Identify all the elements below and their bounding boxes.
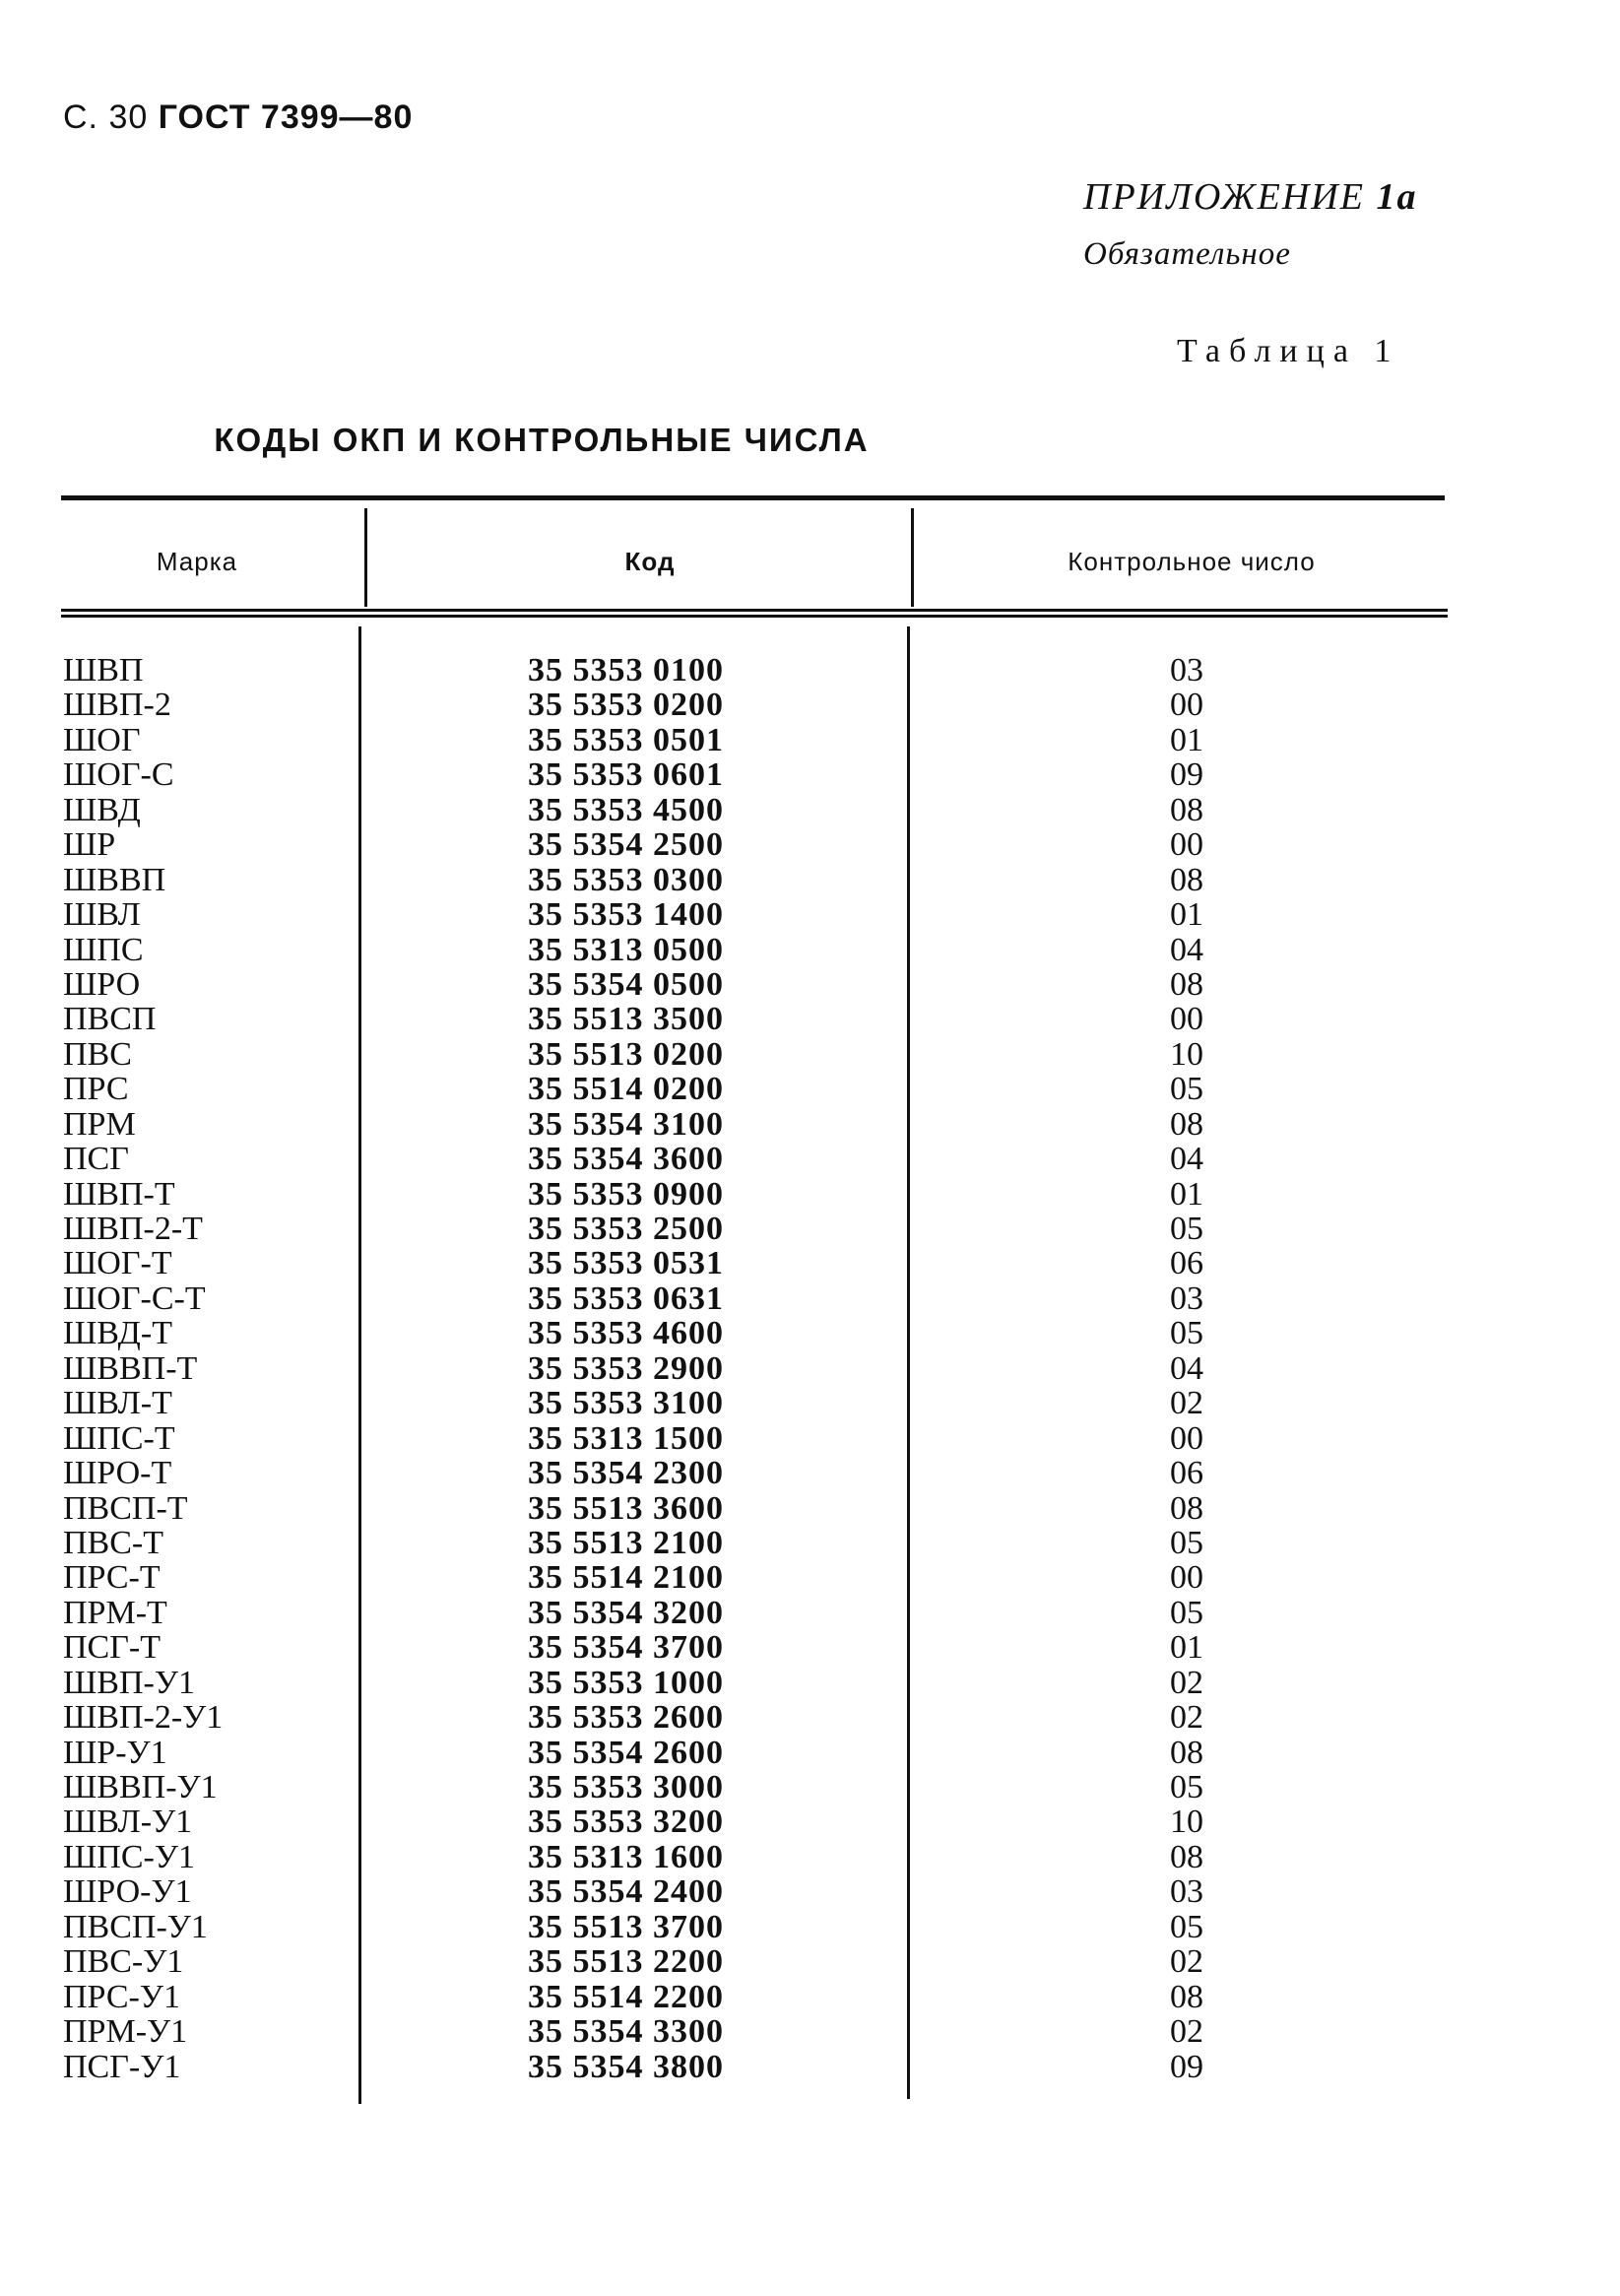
- cell-code: 35 5313 1600: [528, 1838, 724, 1875]
- cell-code: 35 5313 0500: [528, 931, 724, 968]
- cell-mark: ПСГ: [63, 1141, 129, 1178]
- header-divider-1: [364, 508, 367, 607]
- header-bottom-rule: [61, 609, 1448, 612]
- cell-code: 35 5354 2400: [528, 1873, 724, 1911]
- cell-code: 35 5353 2600: [528, 1699, 724, 1737]
- table-row: [0, 1107, 1620, 1142]
- cell-mark: ШРО-Т: [63, 1455, 172, 1492]
- cell-mark: ШВП-2: [63, 687, 171, 724]
- cell-code: 35 5353 0100: [528, 652, 724, 689]
- table-row: [0, 1351, 1620, 1386]
- cell-code: 35 5353 3100: [528, 1385, 724, 1422]
- cell-mark: ШВВП-У1: [63, 1769, 218, 1805]
- table-row: [0, 1736, 1620, 1770]
- cell-control: 10: [1170, 1804, 1203, 1841]
- cell-control: 01: [1170, 1629, 1203, 1667]
- cell-code: 35 5513 3700: [528, 1908, 724, 1945]
- cell-control: 06: [1170, 1455, 1203, 1492]
- cell-mark: ПВС-У1: [63, 1943, 184, 1981]
- column-header-code: Код: [624, 547, 676, 576]
- cell-mark: ШВП: [63, 652, 144, 689]
- table-row: [0, 863, 1620, 897]
- cell-mark: ШВД: [63, 791, 141, 828]
- appendix-status: Обязательное: [1083, 236, 1291, 272]
- column-header-control: Контрольное число: [1068, 547, 1316, 576]
- cell-mark: ПРС: [63, 1071, 129, 1108]
- cell-mark: ШПС: [63, 931, 144, 968]
- cell-code: 35 5353 0631: [528, 1279, 724, 1317]
- table-row: [0, 1281, 1620, 1316]
- cell-mark: ПВС: [63, 1035, 132, 1073]
- table-row: [0, 688, 1620, 722]
- header-bottom-rule-2: [61, 615, 1448, 618]
- cell-code: 35 5353 0200: [528, 687, 724, 724]
- cell-mark: ШР-У1: [63, 1734, 167, 1771]
- table-row: [0, 1142, 1620, 1176]
- table-row: [0, 1874, 1620, 1909]
- table-row: [0, 1526, 1620, 1560]
- cell-code: 35 5353 4500: [528, 791, 724, 828]
- table-row: [0, 1246, 1620, 1280]
- table-row: [0, 1177, 1620, 1212]
- cell-code: 35 5353 1400: [528, 896, 724, 934]
- cell-control: 06: [1170, 1245, 1203, 1282]
- cell-code: 35 5354 3100: [528, 1105, 724, 1143]
- table-row: [0, 827, 1620, 862]
- cell-control: 01: [1170, 896, 1203, 934]
- page-header: [63, 98, 413, 137]
- cell-code: 35 5354 2500: [528, 826, 724, 864]
- cell-mark: ШРО: [63, 965, 141, 1003]
- cell-mark: ШВП-У1: [63, 1664, 195, 1701]
- cell-control: 05: [1170, 1908, 1203, 1945]
- table-row: [0, 1804, 1620, 1839]
- appendix-label: ПРИЛОЖЕНИЕ: [1083, 176, 1365, 218]
- cell-mark: ШОГ-С-Т: [63, 1279, 206, 1317]
- cell-control: 08: [1170, 861, 1203, 898]
- table-row: [0, 1421, 1620, 1456]
- cell-control: 03: [1170, 1873, 1203, 1911]
- cell-control: 10: [1170, 1035, 1203, 1073]
- cell-control: 04: [1170, 1141, 1203, 1178]
- table-row: [0, 1700, 1620, 1735]
- cell-control: 01: [1170, 721, 1203, 758]
- cell-code: 35 5514 2200: [528, 1978, 724, 2015]
- cell-mark: ШОГ-Т: [63, 1245, 172, 1282]
- column-header-mark: Марка: [156, 547, 238, 576]
- cell-mark: ШР: [63, 826, 116, 864]
- table-row: [0, 1386, 1620, 1420]
- cell-code: 35 5353 0900: [528, 1175, 724, 1213]
- table-row: [0, 897, 1620, 932]
- table-top-rule: [61, 495, 1445, 500]
- table-row: [0, 1560, 1620, 1595]
- table-row: [0, 933, 1620, 967]
- table-row: [0, 1630, 1620, 1665]
- cell-control: 08: [1170, 791, 1203, 828]
- cell-control: 08: [1170, 1978, 1203, 2015]
- cell-code: 35 5354 3600: [528, 1141, 724, 1178]
- cell-control: 03: [1170, 1279, 1203, 1317]
- table-row: [0, 1037, 1620, 1072]
- cell-code: 35 5354 2300: [528, 1455, 724, 1492]
- cell-code: 35 5354 0500: [528, 965, 724, 1003]
- cell-control: 08: [1170, 965, 1203, 1003]
- table-row: [0, 1212, 1620, 1246]
- cell-control: 05: [1170, 1594, 1203, 1631]
- cell-code: 35 5513 2200: [528, 1943, 724, 1981]
- table-row: [0, 967, 1620, 1002]
- table-row: [0, 793, 1620, 827]
- cell-mark: ШВЛ: [63, 896, 141, 934]
- cell-mark: ПВС-Т: [63, 1524, 163, 1561]
- table-row: [0, 1980, 1620, 2014]
- cell-control: 05: [1170, 1211, 1203, 1247]
- cell-control: 08: [1170, 1838, 1203, 1875]
- table-row: [0, 1002, 1620, 1036]
- cell-code: 35 5354 2600: [528, 1734, 724, 1771]
- cell-control: 00: [1170, 1001, 1203, 1038]
- cell-control: 05: [1170, 1315, 1203, 1352]
- cell-code: 35 5354 3800: [528, 2048, 724, 2085]
- cell-code: 35 5353 0601: [528, 756, 724, 794]
- cell-control: 08: [1170, 1734, 1203, 1771]
- cell-control: 00: [1170, 826, 1203, 864]
- cell-code: 35 5514 2100: [528, 1559, 724, 1597]
- cell-code: 35 5514 0200: [528, 1071, 724, 1108]
- cell-mark: ШВП-2-У1: [63, 1699, 224, 1737]
- table-row: [0, 1770, 1620, 1804]
- cell-mark: ПРМ: [63, 1105, 136, 1143]
- table-row: [0, 1910, 1620, 1944]
- cell-mark: ПВСП-У1: [63, 1908, 208, 1945]
- cell-code: 35 5353 0300: [528, 861, 724, 898]
- page-number: С. 30: [63, 98, 149, 136]
- cell-mark: ПРС-Т: [63, 1559, 161, 1597]
- cell-mark: ПРС-У1: [63, 1978, 180, 2015]
- table-body: [0, 653, 1620, 2084]
- table-row: [0, 1944, 1620, 1979]
- cell-control: 02: [1170, 1699, 1203, 1737]
- cell-control: 00: [1170, 1559, 1203, 1597]
- cell-control: 02: [1170, 1943, 1203, 1981]
- table-row: [0, 1666, 1620, 1700]
- cell-code: 35 5513 3500: [528, 1001, 724, 1038]
- cell-mark: ПРМ-У1: [63, 2013, 188, 2051]
- cell-code: 35 5353 2900: [528, 1349, 724, 1387]
- table-row: [0, 1072, 1620, 1106]
- cell-mark: ШВВП: [63, 861, 166, 898]
- cell-code: 35 5353 3200: [528, 1804, 724, 1841]
- cell-code: 35 5353 2500: [528, 1211, 724, 1247]
- table-row: [0, 1316, 1620, 1350]
- cell-mark: ШВП-Т: [63, 1175, 175, 1213]
- cell-control: 05: [1170, 1769, 1203, 1805]
- table-row: [0, 1456, 1620, 1490]
- cell-code: 35 5513 3600: [528, 1489, 724, 1527]
- cell-control: 08: [1170, 1489, 1203, 1527]
- cell-control: 05: [1170, 1524, 1203, 1561]
- cell-code: 35 5353 3000: [528, 1769, 724, 1805]
- cell-mark: ШВД-Т: [63, 1315, 172, 1352]
- table-row: [0, 1840, 1620, 1874]
- table-row: [0, 757, 1620, 792]
- table-label: Таблица 1: [1177, 333, 1400, 369]
- cell-control: 00: [1170, 687, 1203, 724]
- cell-control: 02: [1170, 2013, 1203, 2051]
- cell-code: 35 5353 0501: [528, 721, 724, 758]
- cell-mark: ШВВП-Т: [63, 1349, 198, 1387]
- header-divider-2: [911, 508, 914, 607]
- cell-mark: ШОГ-С: [63, 756, 174, 794]
- cell-mark: ПВСП: [63, 1001, 157, 1038]
- cell-mark: ШПС-Т: [63, 1419, 175, 1457]
- cell-control: 04: [1170, 1349, 1203, 1387]
- table-row: [0, 1596, 1620, 1630]
- table-title: КОДЫ ОКП И КОНТРОЛЬНЫЕ ЧИСЛА: [214, 422, 870, 458]
- cell-control: 09: [1170, 756, 1203, 794]
- standard-number: ГОСТ 7399—80: [158, 98, 414, 136]
- cell-control: 01: [1170, 1175, 1203, 1213]
- table-row: [0, 2050, 1620, 2084]
- cell-code: 35 5354 3700: [528, 1629, 724, 1667]
- cell-control: 02: [1170, 1664, 1203, 1701]
- appendix-title: [1083, 175, 1417, 219]
- cell-code: 35 5513 2100: [528, 1524, 724, 1561]
- cell-code: 35 5353 4600: [528, 1315, 724, 1352]
- cell-mark: ШПС-У1: [63, 1838, 195, 1875]
- cell-mark: ПСГ-Т: [63, 1629, 161, 1667]
- cell-control: 05: [1170, 1071, 1203, 1108]
- cell-control: 09: [1170, 2048, 1203, 2085]
- cell-mark: ПВСП-Т: [63, 1489, 188, 1527]
- cell-mark: ШВЛ-Т: [63, 1385, 172, 1422]
- table-row: [0, 653, 1620, 688]
- cell-mark: ПРМ-Т: [63, 1594, 167, 1631]
- cell-mark: ШВЛ-У1: [63, 1804, 193, 1841]
- cell-mark: ШВП-2-Т: [63, 1211, 203, 1247]
- appendix-number: 1а: [1376, 176, 1418, 218]
- cell-mark: ПСГ-У1: [63, 2048, 181, 2085]
- cell-code: 35 5354 3200: [528, 1594, 724, 1631]
- cell-control: 03: [1170, 652, 1203, 689]
- cell-code: 35 5353 1000: [528, 1664, 724, 1701]
- cell-mark: ШРО-У1: [63, 1873, 192, 1911]
- table-row: [0, 2014, 1620, 2049]
- cell-control: 08: [1170, 1105, 1203, 1143]
- cell-code: 35 5513 0200: [528, 1035, 724, 1073]
- cell-code: 35 5354 3300: [528, 2013, 724, 2051]
- cell-mark: ШОГ: [63, 721, 141, 758]
- table-row: [0, 723, 1620, 757]
- cell-control: 00: [1170, 1419, 1203, 1457]
- cell-code: 35 5313 1500: [528, 1419, 724, 1457]
- cell-control: 02: [1170, 1385, 1203, 1422]
- cell-control: 04: [1170, 931, 1203, 968]
- cell-code: 35 5353 0531: [528, 1245, 724, 1282]
- table-row: [0, 1491, 1620, 1526]
